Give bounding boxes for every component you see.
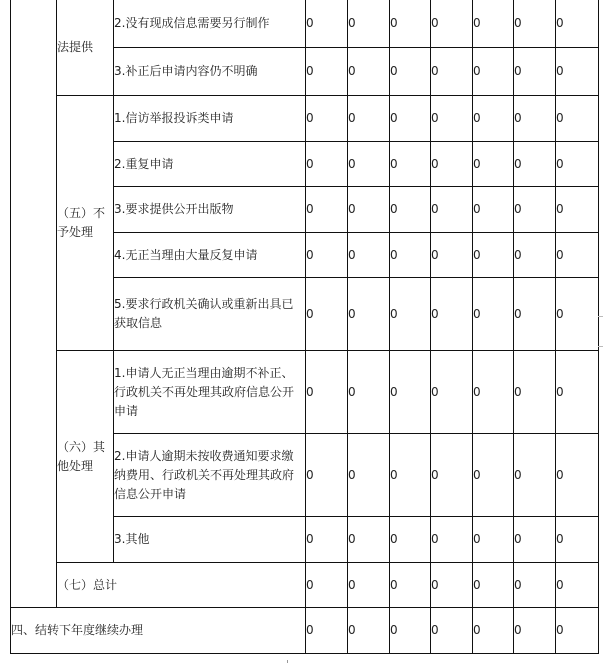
value-cell: 0 xyxy=(306,517,348,563)
value-cell: 0 xyxy=(556,48,599,96)
value-cell: 0 xyxy=(556,0,599,48)
value-cell: 0 xyxy=(514,142,556,187)
value-cell: 0 xyxy=(431,187,473,233)
value-cell: 0 xyxy=(306,0,348,48)
group-cell: 法提供 xyxy=(57,0,114,96)
value-cell: 0 xyxy=(473,351,514,434)
value-cell: 0 xyxy=(556,434,599,517)
value-cell: 0 xyxy=(431,278,473,351)
value-cell: 0 xyxy=(556,608,599,654)
value-cell: 0 xyxy=(390,278,431,351)
item-cell: 2.没有现成信息需要另行制作 xyxy=(114,0,306,48)
item-cell: 3.其他 xyxy=(114,517,306,563)
total-label-cell: （七）总计 xyxy=(57,563,306,608)
value-cell: 0 xyxy=(473,187,514,233)
value-cell: 0 xyxy=(306,48,348,96)
value-cell: 0 xyxy=(431,142,473,187)
value-cell: 0 xyxy=(473,563,514,608)
value-cell: 0 xyxy=(514,96,556,142)
value-cell: 0 xyxy=(348,608,390,654)
value-cell: 0 xyxy=(556,96,599,142)
left-margin-cell xyxy=(11,0,57,608)
value-cell: 0 xyxy=(473,278,514,351)
value-cell: 0 xyxy=(473,517,514,563)
statistics-table xyxy=(10,0,599,654)
value-cell: 0 xyxy=(390,563,431,608)
value-cell: 0 xyxy=(390,608,431,654)
value-cell: 0 xyxy=(348,48,390,96)
value-cell: 0 xyxy=(431,233,473,278)
table-row xyxy=(11,96,599,142)
value-cell: 0 xyxy=(390,0,431,48)
item-cell: 1.申请人无正当理由逾期不补正、行政机关不再处理其政府信息公开申请 xyxy=(114,351,306,434)
value-cell: 0 xyxy=(390,96,431,142)
value-cell: 0 xyxy=(473,608,514,654)
value-cell: 0 xyxy=(473,233,514,278)
page-edge-mark xyxy=(598,316,603,317)
value-cell: 0 xyxy=(306,96,348,142)
value-cell: 0 xyxy=(431,96,473,142)
value-cell: 0 xyxy=(390,233,431,278)
value-cell: 0 xyxy=(514,278,556,351)
group-cell: （六）其他处理 xyxy=(57,351,114,563)
value-cell: 0 xyxy=(348,517,390,563)
value-cell: 0 xyxy=(348,563,390,608)
value-cell: 0 xyxy=(473,142,514,187)
value-cell: 0 xyxy=(514,187,556,233)
value-cell: 0 xyxy=(556,187,599,233)
item-cell: 1.信访举报投诉类申请 xyxy=(114,96,306,142)
value-cell: 0 xyxy=(431,351,473,434)
value-cell: 0 xyxy=(390,48,431,96)
value-cell: 0 xyxy=(556,278,599,351)
group-cell: （五）不予处理 xyxy=(57,96,114,351)
value-cell: 0 xyxy=(514,563,556,608)
carryover-label-cell: 四、结转下年度继续办理 xyxy=(11,608,306,654)
value-cell: 0 xyxy=(514,351,556,434)
value-cell: 0 xyxy=(390,517,431,563)
value-cell: 0 xyxy=(556,517,599,563)
value-cell: 0 xyxy=(390,142,431,187)
value-cell: 0 xyxy=(514,0,556,48)
table-row xyxy=(11,351,599,434)
value-cell: 0 xyxy=(431,563,473,608)
value-cell: 0 xyxy=(556,233,599,278)
value-cell: 0 xyxy=(514,48,556,96)
value-cell: 0 xyxy=(556,563,599,608)
value-cell: 0 xyxy=(348,233,390,278)
value-cell: 0 xyxy=(348,142,390,187)
value-cell: 0 xyxy=(514,517,556,563)
item-cell: 4.无正当理由大量反复申请 xyxy=(114,233,306,278)
value-cell: 0 xyxy=(431,517,473,563)
item-cell: 3.补正后申请内容仍不明确 xyxy=(114,48,306,96)
value-cell: 0 xyxy=(514,608,556,654)
value-cell: 0 xyxy=(306,278,348,351)
value-cell: 0 xyxy=(306,187,348,233)
value-cell: 0 xyxy=(473,48,514,96)
value-cell: 0 xyxy=(390,351,431,434)
value-cell: 0 xyxy=(431,48,473,96)
table-row xyxy=(11,608,599,654)
value-cell: 0 xyxy=(306,351,348,434)
item-cell: 3.要求提供公开出版物 xyxy=(114,187,306,233)
value-cell: 0 xyxy=(473,434,514,517)
page-edge-mark xyxy=(598,346,603,347)
value-cell: 0 xyxy=(348,187,390,233)
value-cell: 0 xyxy=(306,434,348,517)
value-cell: 0 xyxy=(348,351,390,434)
value-cell: 0 xyxy=(514,233,556,278)
value-cell: 0 xyxy=(431,608,473,654)
value-cell: 0 xyxy=(431,0,473,48)
value-cell: 0 xyxy=(306,563,348,608)
value-cell: 0 xyxy=(473,0,514,48)
value-cell: 0 xyxy=(514,434,556,517)
table-row xyxy=(11,0,599,48)
value-cell: 0 xyxy=(390,187,431,233)
value-cell: 0 xyxy=(348,96,390,142)
value-cell: 0 xyxy=(306,142,348,187)
value-cell: 0 xyxy=(431,434,473,517)
value-cell: 0 xyxy=(348,434,390,517)
item-cell: 2.申请人逾期未按收费通知要求缴纳费用、行政机关不再处理其政府信息公开申请 xyxy=(114,434,306,517)
value-cell: 0 xyxy=(556,142,599,187)
value-cell: 0 xyxy=(390,434,431,517)
item-cell: 2.重复申请 xyxy=(114,142,306,187)
value-cell: 0 xyxy=(473,96,514,142)
table-row xyxy=(11,563,599,608)
value-cell: 0 xyxy=(348,0,390,48)
value-cell: 0 xyxy=(556,351,599,434)
value-cell: 0 xyxy=(306,608,348,654)
value-cell: 0 xyxy=(348,278,390,351)
item-cell: 5.要求行政机关确认或重新出具已获取信息 xyxy=(114,278,306,351)
value-cell: 0 xyxy=(306,233,348,278)
